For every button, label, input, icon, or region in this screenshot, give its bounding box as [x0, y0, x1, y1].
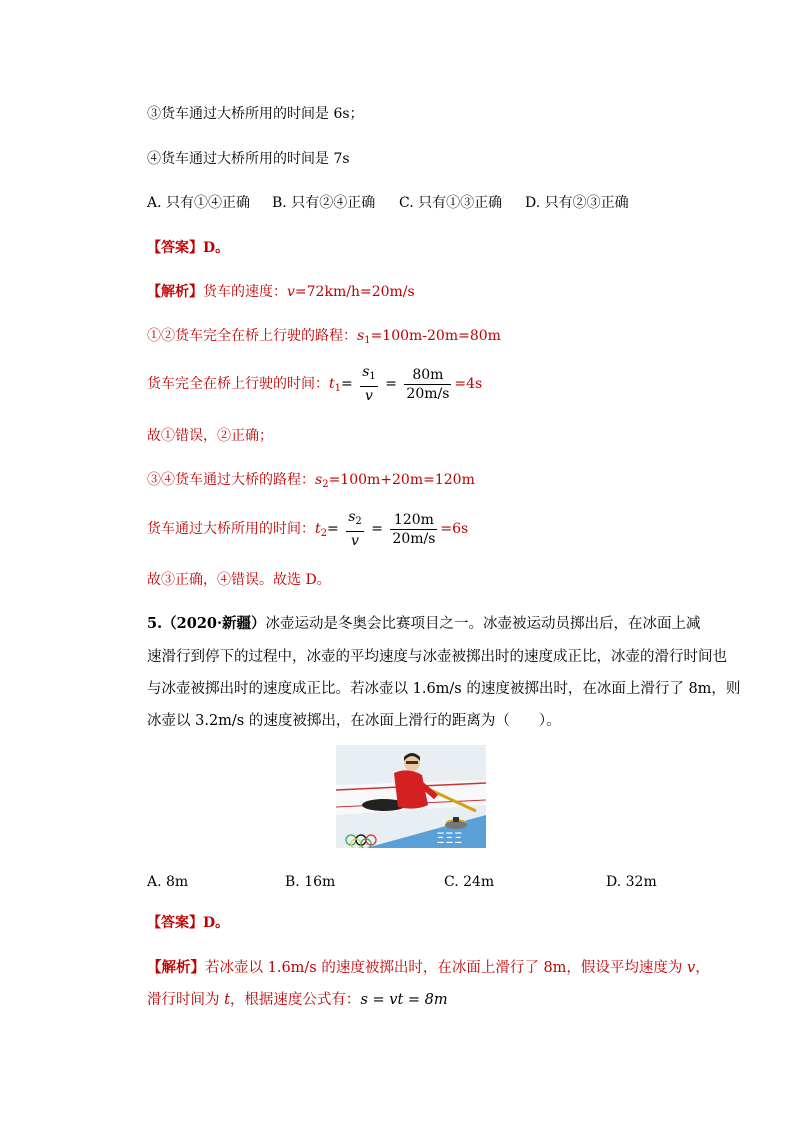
- question-number: 5.（2020·新疆）: [147, 615, 266, 632]
- curling-photo: [336, 745, 486, 848]
- fraction-s2-v: $\frac{s_2}{v}$: [348, 509, 362, 549]
- option-b: B. 只有②④正确: [272, 195, 376, 211]
- question-5-line-1: 5.（2020·新疆）冰壶运动是冬奥会比赛项目之一。冰壶被运动员掷出后，在冰面上减: [147, 615, 701, 632]
- svg-text:ΞΞΞ: ΞΞΞ: [436, 831, 463, 847]
- analysis-label: 【解析】: [147, 284, 203, 300]
- question-5-line-4: 冰壶以 3.2m/s 的速度被掷出，在冰面上滑行的距离为（ ）。: [147, 713, 561, 729]
- question-5-line-3: 与冰壶被掷出时的速度成正比。若冰壶以 1.6m/s 的速度被掷出时，在冰面上滑行了 8m，则: [147, 681, 741, 697]
- options-q4: [147, 193, 667, 213]
- question-5-line-2: 速滑行到停下的过程中，冰壶的平均速度与冰壶被掷出时的速度成正比，冰壶的滑行时间也: [147, 649, 727, 665]
- line-3: [147, 104, 364, 124]
- fraction-s1-v: $\frac{s_1}{v}$: [362, 364, 376, 404]
- statement-4: ④货车通过大桥所用的时间是 7s: [147, 151, 350, 167]
- curling-illustration: [336, 745, 486, 848]
- analysis-q5-line-1: 【解析】若冰壶以 1.6m/s 的速度被掷出时，在冰面上滑行了 8m，假设平均速度为 v，: [147, 959, 710, 976]
- speed-formula: s = vt = 8m: [360, 992, 448, 1008]
- fraction-120-20: $\frac{120m}{20m/s}$: [392, 511, 436, 547]
- line-4: [147, 149, 350, 169]
- option-a: A. 只有①④正确: [147, 195, 251, 211]
- option-b: B. 16m: [285, 874, 336, 890]
- option-a: A. 8m: [147, 874, 189, 890]
- fraction-80-20: $\frac{80m}{20m/s}$: [406, 366, 450, 402]
- statement-3: ③货车通过大桥所用的时间是 6s；: [147, 106, 364, 122]
- option-c: C. 只有①③正确: [399, 195, 503, 211]
- option-d: D. 32m: [606, 874, 657, 890]
- analysis-line-6: 货车通过大桥所用的时间：$t_2=$ $\frac{s_2}{v}$ = $\frac{120m}{20m/s}$ =6s: [147, 509, 469, 549]
- option-d: D. 只有②③正确: [525, 195, 629, 211]
- analysis-line-1: 【解析】货车的速度：v=72km/h=20m/s: [147, 284, 415, 300]
- analysis-line-3: 货车完全在桥上行驶的时间：$t_1=$ $\frac{s_1}{v}$ = $\frac{80m}{20m/s}$ =4s: [147, 364, 483, 404]
- analysis-line-4: 故①错误，②正确；: [147, 428, 273, 444]
- option-c: C. 24m: [444, 874, 495, 890]
- analysis-line-5: ③④货车通过大桥的路程：$s_2=100m+20m=120m$: [147, 472, 475, 490]
- answer-q4: 【答案】D。: [147, 240, 230, 256]
- analysis-line-7: 故③正确，④错误。故选 D。: [147, 572, 331, 588]
- options-q5: [147, 872, 657, 892]
- analysis-label: 【解析】: [147, 959, 205, 976]
- analysis-q5-line-2: 滑行时间为 t，根据速度公式有：s = vt = 8m: [147, 992, 448, 1008]
- answer-q5: 【答案】D。: [147, 915, 230, 931]
- analysis-line-2: ①②货车完全在桥上行驶的路程：$s_1=100m-20m=80m$: [147, 328, 501, 346]
